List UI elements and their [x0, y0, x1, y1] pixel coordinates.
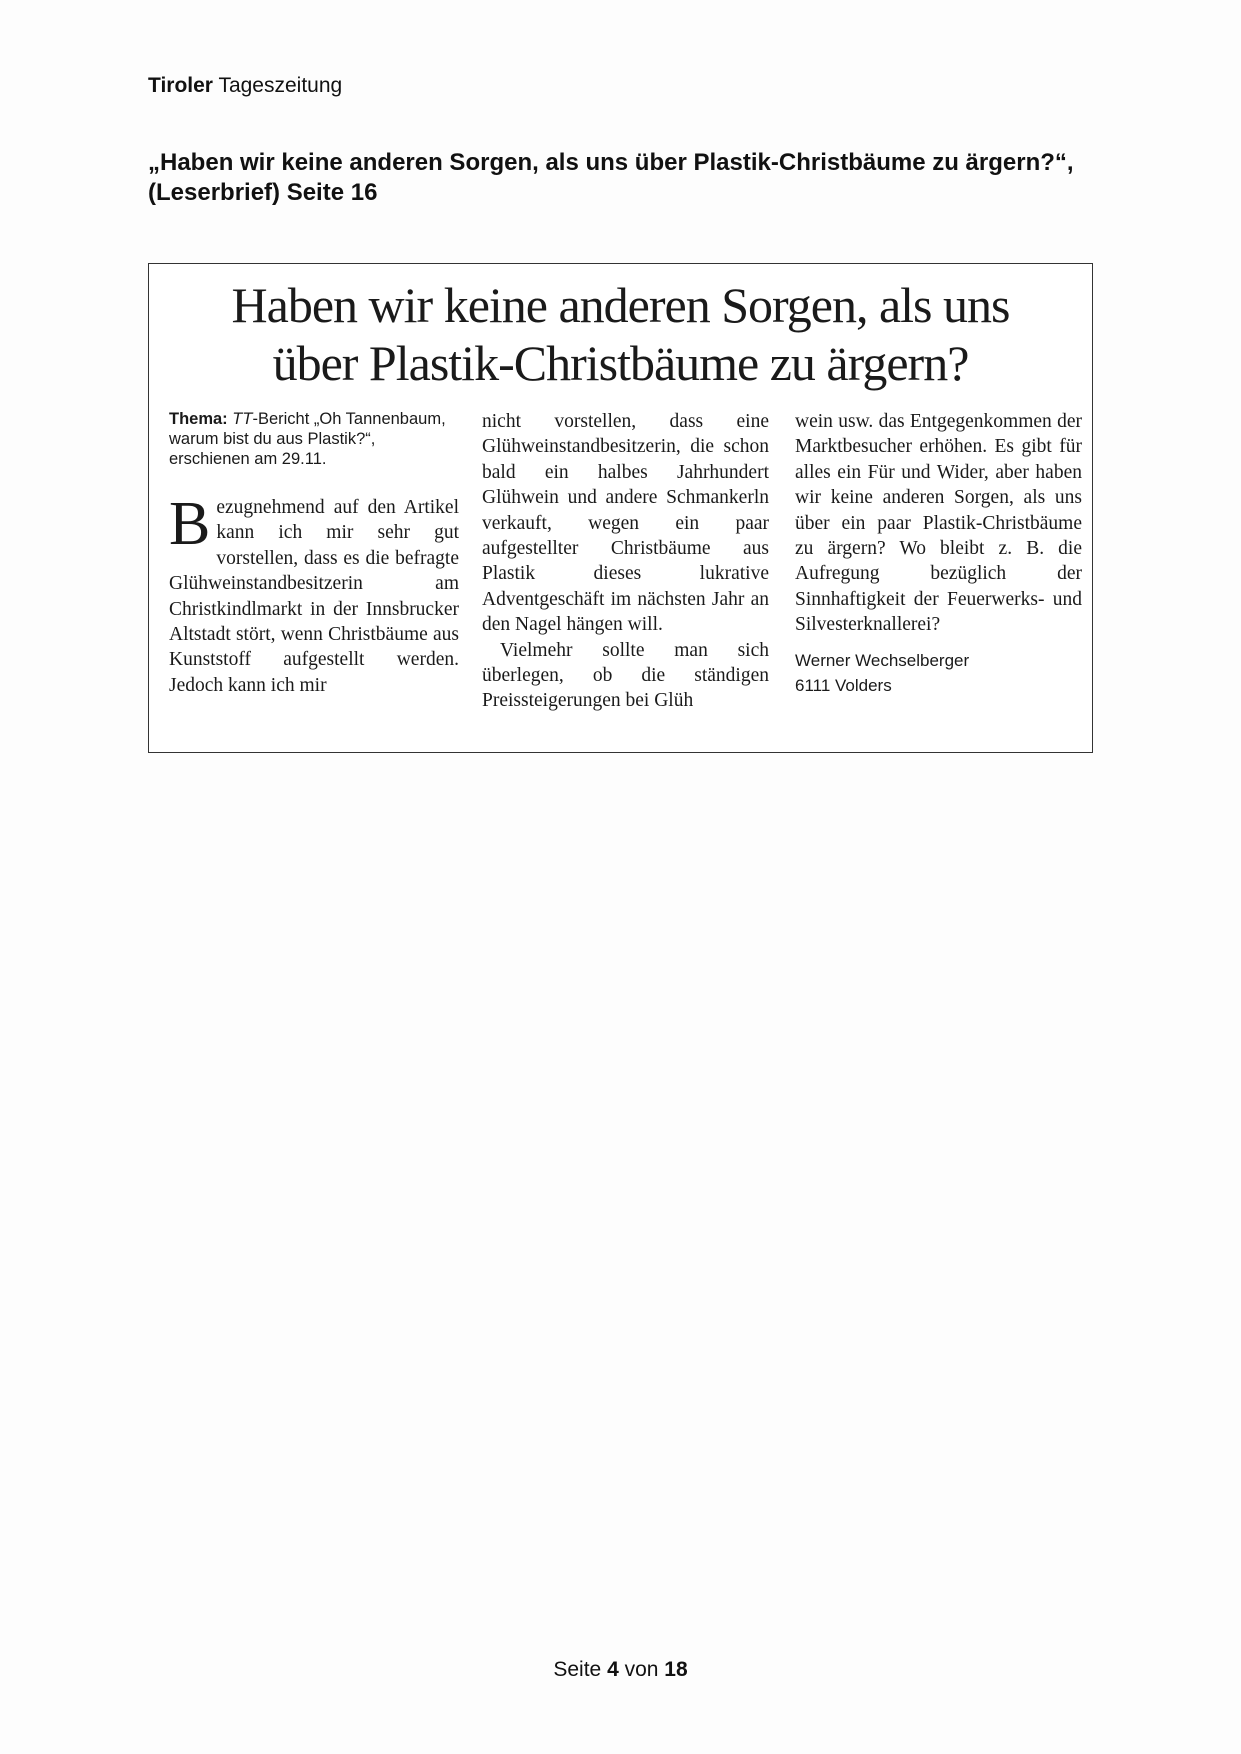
thema-tt: TT — [232, 410, 253, 428]
clipping-headline-line-2: über Plastik-Christbäume zu ärgern? — [272, 335, 969, 391]
article-paragraph-1b: nicht vorstellen, dass eine Glühweinstandbesitzerin, die schon bald ein halbes Jahrhundert Glühwein und andere Schmankerln verkauft, wegen ein paar aufgestellter Christbäume aus Plastik dieses lukrative Adventgeschäft im nächsten Jahr an den Nagel hängen will. — [482, 411, 769, 636]
author-place: 6111 Volders — [795, 675, 892, 695]
article-column-3 — [795, 409, 1082, 698]
newspaper-name-bold: Tiroler — [148, 74, 213, 97]
author-signature — [795, 648, 1082, 698]
clipping-headline — [149, 276, 1092, 392]
footer-prefix: Seite — [553, 1658, 602, 1681]
document-title: „Haben wir keine anderen Sorgen, als uns über Plastik-Christbäume zu ärgern?“, (Leserbrief) Seite 16 — [148, 149, 1074, 206]
footer-total-pages: 18 — [664, 1658, 688, 1681]
article-paragraph-2b: wein usw. das Entgegenkommen der Marktbesucher erhöhen. Es gibt für alles ein Für und Wider, aber haben wir keine anderen Sorgen, als uns über ein paar Plastik-Christbäume zu ärgern? Wo bleibt z. B. die Aufregung bezüglich der Sinnhaftigkeit der Feuerwerks- und Silvesterknallerei? — [795, 411, 1082, 636]
page-footer — [0, 1658, 1241, 1682]
article-paragraph-1a: ezugnehmend auf den Artikel kann ich mir sehr gut vorstellen, dass es die befragte Glühweinstandbesitzerin am Christkindlmarkt in der Innsbrucker Altstadt stört, wenn Christbäume aus Kunststoff aufgestellt werden. Jedoch kann ich mir — [169, 497, 459, 696]
clipping-headline-line-1: Haben wir keine anderen Sorgen, als uns — [231, 277, 1010, 333]
article-column-1 — [169, 409, 459, 698]
newspaper-name-rest: Tageszeitung — [218, 74, 343, 97]
author-name: Werner Wechselberger — [795, 650, 970, 670]
newspaper-name — [148, 74, 342, 98]
footer-page-number: 4 — [607, 1658, 619, 1681]
thema-label: Thema: — [169, 410, 228, 428]
thema-text: -Bericht „Oh Tannenbaum, warum bist du aus Plastik?“, erschienen am 29.11. — [169, 410, 446, 468]
newspaper-clipping — [148, 263, 1093, 753]
footer-middle: von — [624, 1658, 659, 1681]
article-paragraph-2a: Vielmehr sollte man sich überlegen, ob die ständigen Preissteigerungen bei Glüh — [482, 639, 769, 712]
drop-cap: B — [169, 490, 211, 558]
article-column-2 — [482, 409, 769, 714]
thema-note — [169, 409, 459, 469]
